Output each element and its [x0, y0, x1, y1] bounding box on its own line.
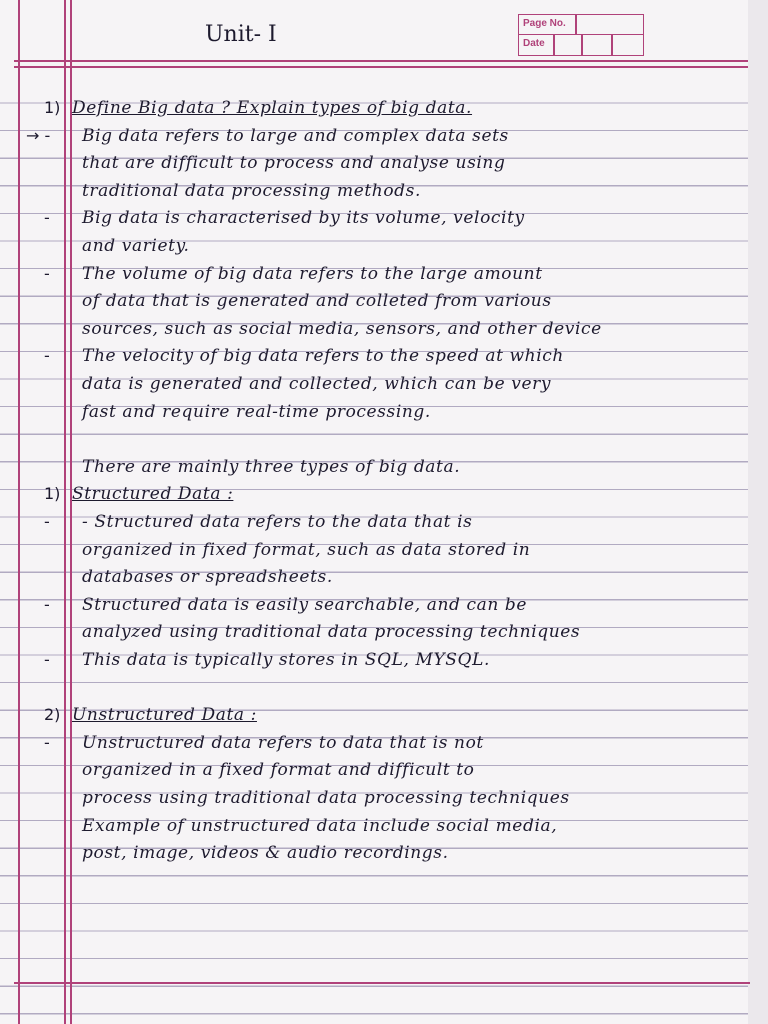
note-line: There are mainly three types of big data. — [82, 456, 461, 477]
note-line: This data is typically stores in SQL, MYSQL. — [82, 650, 490, 670]
page-no-row — [519, 15, 643, 35]
page-edge — [748, 0, 768, 1024]
note-heading: Unstructured Data : — [72, 705, 257, 726]
footer-rule — [14, 982, 750, 984]
page-number-box — [518, 14, 644, 56]
gutter-mark: - — [44, 512, 50, 531]
page-no-label: Page No. — [523, 18, 566, 29]
note-line: process using traditional data processing techniques — [82, 788, 570, 808]
note-line: of data that is generated and colleted from various — [82, 291, 552, 312]
margin-line-left — [64, 0, 66, 1024]
gutter-mark: → - — [26, 125, 51, 145]
gutter-mark: - — [44, 732, 50, 752]
margin-line-outer — [18, 0, 20, 1024]
note-line: that are difficult to process and analyse using — [82, 153, 506, 174]
note-line: Example of unstructured data include social media, — [82, 815, 558, 836]
header-rule-top — [14, 60, 750, 62]
note-line: databases or spreadsheets. — [82, 567, 333, 588]
gutter-mark: - — [44, 208, 50, 228]
gutter-mark: - — [44, 263, 50, 283]
note-line: traditional data processing methods. — [82, 180, 421, 201]
gutter-mark: 1) — [44, 98, 61, 117]
unit-title: Unit- I — [205, 22, 277, 47]
note-line: analyzed using traditional data processing techniques — [82, 622, 581, 643]
note-line: Unstructured data refers to data that is not — [82, 732, 484, 753]
page-header-area — [0, 0, 768, 76]
note-heading: Structured Data : — [72, 484, 234, 505]
date-label: Date — [523, 38, 545, 49]
note-line: - Structured data refers to the data that is — [82, 512, 473, 532]
gutter-mark: - — [44, 650, 50, 669]
note-line: post, image, videos & audio recordings. — [82, 843, 449, 864]
gutter-mark: - — [44, 594, 50, 614]
note-line: fast and require real-time processing. — [82, 401, 431, 422]
margin-line-right — [70, 0, 72, 1024]
note-line: data is generated and collected, which can be very — [82, 374, 552, 394]
note-line: sources, such as social media, sensors, and other device — [82, 318, 602, 339]
note-line: Big data is characterised by its volume, velocity — [82, 208, 525, 229]
gutter-mark: 2) — [44, 705, 61, 725]
header-rule-bottom — [14, 66, 750, 68]
note-line: The velocity of big data refers to the speed at which — [82, 346, 564, 367]
date-row — [519, 35, 643, 55]
note-line: organized in fixed format, such as data stored in — [82, 539, 531, 560]
note-heading: Define Big data ? Explain types of big data. — [72, 98, 473, 118]
note-line: Big data refers to large and complex data sets — [82, 125, 509, 146]
gutter-mark: - — [44, 346, 50, 366]
note-line: The volume of big data refers to the large amount — [82, 263, 543, 284]
note-line: Structured data is easily searchable, and can be — [82, 594, 528, 615]
note-line: and variety. — [82, 236, 190, 256]
note-line: organized in a fixed format and difficult to — [82, 760, 475, 781]
gutter-mark: 1) — [44, 484, 61, 504]
